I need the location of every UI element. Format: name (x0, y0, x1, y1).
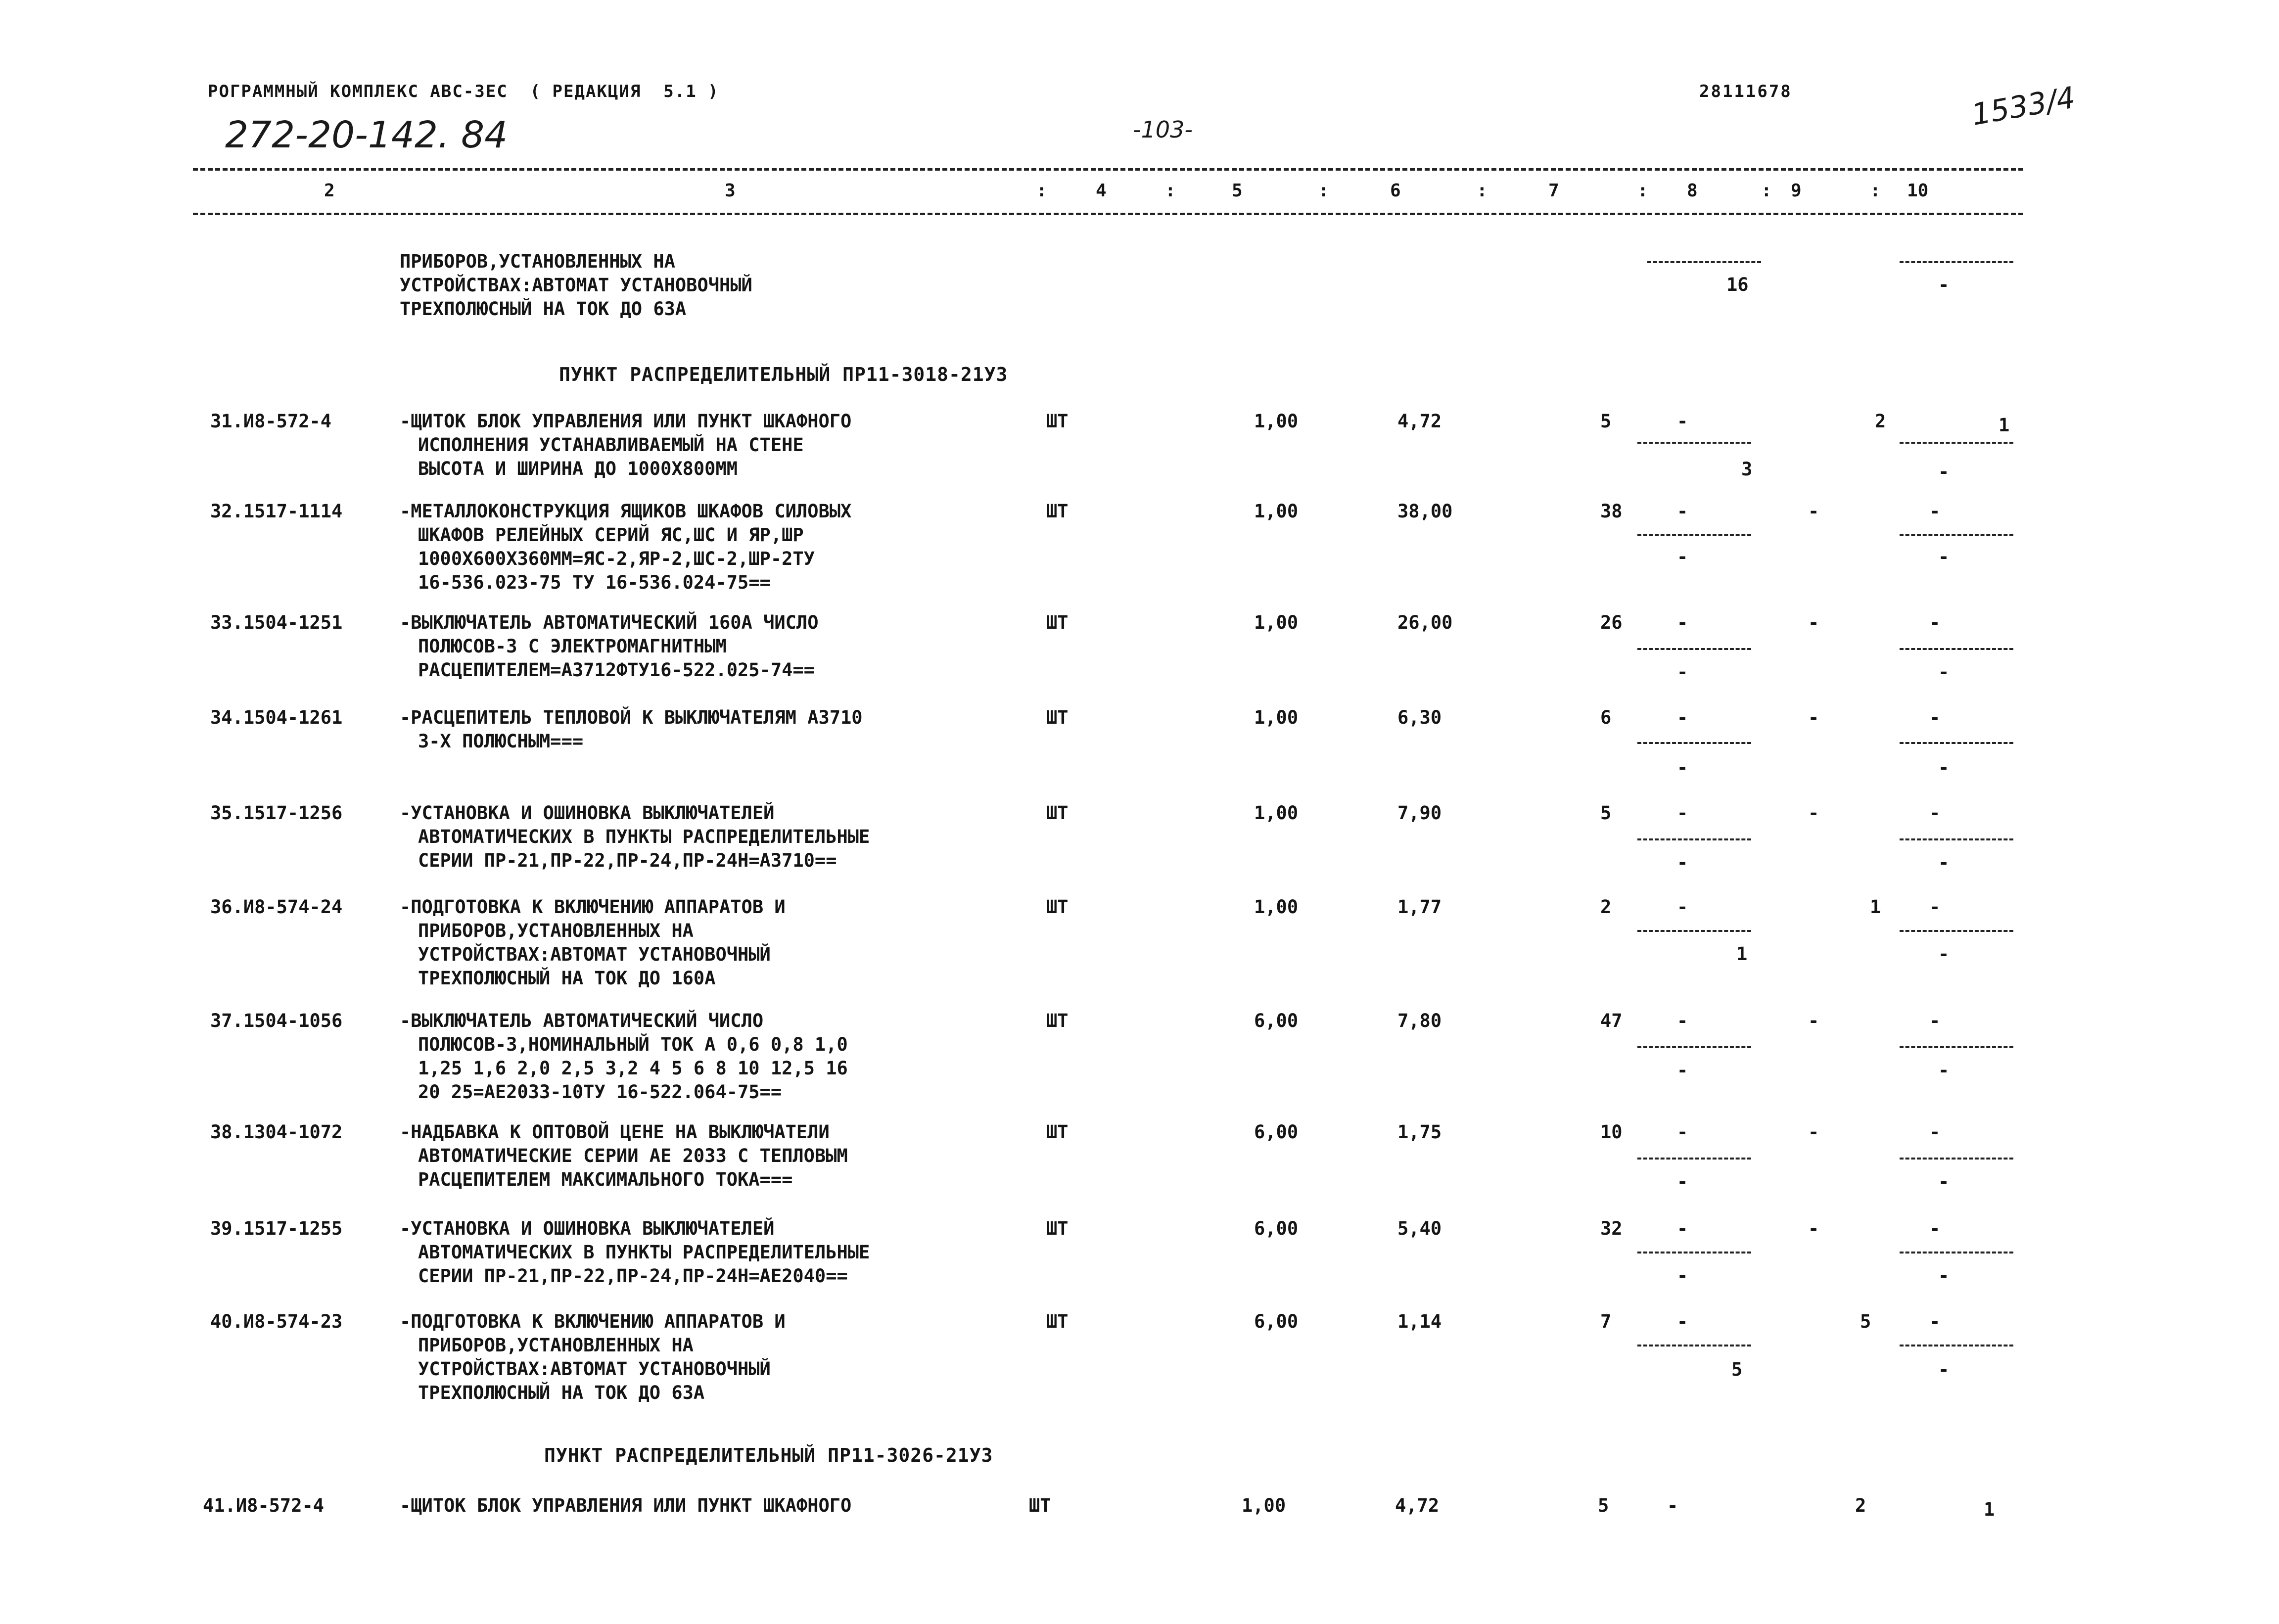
row-col9: - (1808, 1218, 1819, 1239)
row-qty: 1,00 (1254, 612, 1299, 633)
row-col10-top: - (1929, 896, 1941, 918)
fraction-line (1900, 442, 2013, 444)
fraction-line (1900, 1046, 2013, 1048)
row-qty: 6,00 (1254, 1218, 1299, 1239)
row-col9: 1 (1870, 896, 1881, 918)
name-line: -НАДБАВКА К ОПТОВОЙ ЦЕНЕ НА ВЫКЛЮЧАТЕЛИ (400, 1121, 830, 1143)
row-name (400, 1217, 870, 1288)
row-code: 40.И8-574-23 (210, 1311, 343, 1332)
row-unit: ШТ (1046, 411, 1069, 432)
row-col8-bottom: 1 (1736, 943, 1748, 965)
row-col7: 2 (1600, 896, 1612, 918)
row-col8-top: - (1677, 1121, 1688, 1143)
fraction-line (1637, 648, 1751, 650)
name-line: УСТРОЙСТВАХ:АВТОМАТ УСТАНОВОЧНЫЙ (418, 1358, 771, 1380)
row-col10-bottom: - (1938, 943, 1950, 965)
row-code: 34.1504-1261 (210, 707, 343, 728)
row-name (400, 611, 818, 682)
name-line: -МЕТАЛЛОКОНСТРУКЦИЯ ЯЩИКОВ ШКАФОВ СИЛОВЫХ (400, 501, 852, 522)
col-separator: : (1477, 181, 1488, 201)
row-col10-top: - (1929, 707, 1941, 728)
row-col8-top: - (1677, 612, 1688, 633)
row-col10-bottom: - (1938, 1171, 1950, 1192)
row-col10-top: 1 (1984, 1499, 1995, 1520)
col-separator: : (1761, 181, 1772, 201)
row-code: 36.И8-574-24 (210, 896, 343, 918)
row-price: 26,00 (1397, 612, 1453, 633)
row-price: 7,90 (1397, 802, 1442, 824)
row-code: 35.1517-1256 (210, 802, 343, 824)
row-col7: 38 (1600, 501, 1623, 522)
row-name (400, 410, 851, 481)
row-col10-bottom: - (1938, 661, 1950, 683)
row-price: 1,77 (1397, 896, 1442, 918)
row-name (400, 1120, 848, 1192)
name-line: ТРЕХПОЛЮСНЫЙ НА ТОК ДО 63А (400, 298, 687, 320)
fraction-line (1900, 261, 2013, 263)
name-line: 1000Х600Х360ММ=ЯС-2,ЯР-2,ШС-2,ШР-2ТУ (418, 548, 815, 569)
fraction-line (1637, 742, 1751, 744)
row-price: 4,72 (1395, 1495, 1440, 1516)
row-col10-bottom: - (1938, 757, 1950, 778)
program-header: РОГРАММНЫЙ КОМПЛЕКС АВС-3ЕС ( РЕДАКЦИЯ 5.1 ) (208, 82, 719, 101)
name-line: АВТОМАТИЧЕСКИХ В ПУНКТЫ РАСПРЕДЕЛИТЕЛЬНЫЕ (418, 826, 870, 847)
fraction-line (1900, 1252, 2013, 1253)
row-col9: 5 (1860, 1311, 1871, 1332)
top-rule (193, 168, 2023, 171)
name-line: -ВЫКЛЮЧАТЕЛЬ АВТОМАТИЧЕСКИЙ ЧИСЛО (400, 1010, 764, 1031)
col-header-6: 6 (1390, 181, 1401, 201)
continuation-col10: - (1938, 274, 1950, 295)
row-col9: - (1808, 1121, 1819, 1143)
row-col8-top: - (1677, 1218, 1688, 1239)
row-qty: 1,00 (1254, 896, 1299, 918)
header-bottom-rule (193, 213, 2023, 215)
row-code: 38.1304-1072 (210, 1121, 343, 1143)
row-col10-bottom: - (1938, 1265, 1950, 1286)
row-col8-top: - (1677, 802, 1688, 824)
row-col8-bottom: - (1677, 1265, 1688, 1286)
row-unit: ШТ (1046, 1010, 1069, 1031)
row-col8-bottom: - (1677, 1171, 1688, 1192)
fraction-line (1900, 1345, 2013, 1346)
document-code: 28111678 (1699, 82, 1792, 101)
row-price: 38,00 (1397, 501, 1453, 522)
section-header: ПУНКТ РАСПРЕДЕЛИТЕЛЬНЫЙ ПР11-3026-21У3 (544, 1444, 993, 1466)
row-price: 4,72 (1397, 411, 1442, 432)
name-line: РАСЦЕПИТЕЛЕМ МАКСИМАЛЬНОГО ТОКА=== (418, 1169, 793, 1190)
row-col10-bottom: - (1938, 546, 1950, 567)
row-col10-bottom: - (1938, 1359, 1950, 1380)
row-code: 37.1504-1056 (210, 1010, 343, 1031)
name-line: ПРИБОРОВ,УСТАНОВЛЕННЫХ НА (418, 1335, 694, 1356)
col-header-4: 4 (1096, 181, 1107, 201)
fraction-line (1637, 930, 1751, 932)
sheet-number: 1533/4 (1969, 80, 2078, 133)
row-qty: 6,00 (1254, 1311, 1299, 1332)
row-col9: - (1808, 1010, 1819, 1031)
row-col8-bottom: - (1677, 852, 1688, 873)
name-line: ИСПОЛНЕНИЯ УСТАНАВЛИВАЕМЫЙ НА СТЕНЕ (418, 434, 804, 456)
row-col7: 5 (1598, 1495, 1609, 1516)
row-col10-top: - (1929, 612, 1941, 633)
name-line: ПРИБОРОВ,УСТАНОВЛЕННЫХ НА (418, 920, 694, 941)
row-col7: 5 (1600, 802, 1612, 824)
row-qty: 1,00 (1242, 1495, 1286, 1516)
row-qty: 1,00 (1254, 501, 1299, 522)
row-col8-bottom: - (1677, 546, 1688, 567)
row-code: 31.И8-572-4 (210, 411, 332, 432)
row-col9: - (1808, 707, 1819, 728)
row-col8-top: - (1677, 707, 1688, 728)
col-header-3: 3 (725, 181, 736, 201)
fraction-line (1637, 442, 1751, 444)
name-line: ПОЛЮСОВ-3,НОМИНАЛЬНЫЙ ТОК А 0,6 0,8 1,0 (418, 1034, 848, 1055)
name-line: -ПОДГОТОВКА К ВКЛЮЧЕНИЮ АППАРАТОВ И (400, 1311, 786, 1332)
row-qty: 6,00 (1254, 1121, 1299, 1143)
row-name (400, 500, 851, 595)
row-col9: 2 (1875, 411, 1886, 432)
row-unit: ШТ (1046, 501, 1069, 522)
name-line: -ЩИТОК БЛОК УПРАВЛЕНИЯ ИЛИ ПУНКТ ШКАФНОГО (400, 1495, 852, 1516)
row-unit: ШТ (1046, 612, 1069, 633)
continuation-name (400, 250, 752, 321)
name-line: СЕРИИ ПР-21,ПР-22,ПР-24,ПР-24Н=А3710== (418, 850, 837, 871)
row-qty: 1,00 (1254, 802, 1299, 824)
fraction-line (1637, 534, 1751, 536)
row-unit: ШТ (1046, 1311, 1069, 1332)
row-col10-top: - (1929, 501, 1941, 522)
col-header-9: 9 (1791, 181, 1802, 201)
name-line: -ВЫКЛЮЧАТЕЛЬ АВТОМАТИЧЕСКИЙ 160А ЧИСЛО (400, 612, 819, 633)
row-code: 39.1517-1255 (210, 1218, 343, 1239)
document-number: 272-20-142. 84 (225, 114, 508, 156)
row-col8-top: - (1667, 1495, 1678, 1516)
row-price: 6,30 (1397, 707, 1442, 728)
row-col10-top: - (1929, 1010, 1941, 1031)
fraction-line (1900, 930, 2013, 932)
row-col10-top: - (1929, 1311, 1941, 1332)
row-col7: 5 (1600, 411, 1612, 432)
col-separator: : (1870, 181, 1881, 201)
row-col7: 26 (1600, 612, 1623, 633)
row-unit: ШТ (1046, 1218, 1069, 1239)
name-line: 20 25=АЕ2033-10ТУ 16-522.064-75== (418, 1081, 782, 1103)
row-col7: 6 (1600, 707, 1612, 728)
col-header-7: 7 (1548, 181, 1559, 201)
row-col8-bottom: - (1677, 757, 1688, 778)
row-col8-bottom: 3 (1741, 459, 1753, 480)
row-price: 1,75 (1397, 1121, 1442, 1143)
row-unit: ШТ (1029, 1495, 1051, 1516)
row-name (400, 1009, 848, 1104)
name-line: -ПОДГОТОВКА К ВКЛЮЧЕНИЮ АППАРАТОВ И (400, 896, 786, 918)
fraction-line (1900, 648, 2013, 650)
name-line: УСТРОЙСТВАХ:АВТОМАТ УСТАНОВОЧНЫЙ (418, 944, 771, 965)
name-line: РАСЦЕПИТЕЛЕМ=А3712ФТУ16-522.025-74== (418, 659, 815, 681)
fraction-line (1637, 1345, 1751, 1346)
fraction-line (1637, 1158, 1751, 1160)
name-line: 3-Х ПОЛЮСНЫМ=== (418, 731, 584, 752)
col-header-5: 5 (1232, 181, 1243, 201)
row-col9: - (1808, 802, 1819, 824)
name-line: 16-536.023-75 ТУ 16-536.024-75== (418, 572, 771, 593)
row-unit: ШТ (1046, 896, 1069, 918)
row-col8-top: - (1677, 1010, 1688, 1031)
row-col8-top: - (1677, 896, 1688, 918)
row-col10-top: - (1929, 1121, 1941, 1143)
row-col10-top: - (1929, 802, 1941, 824)
row-unit: ШТ (1046, 802, 1069, 824)
fraction-line (1900, 742, 2013, 744)
fraction-line (1637, 838, 1751, 840)
name-line: УСТРОЙСТВАХ:АВТОМАТ УСТАНОВОЧНЫЙ (400, 275, 752, 296)
col-separator: : (1637, 181, 1648, 201)
row-col8-bottom: 5 (1731, 1359, 1743, 1380)
fraction-line (1637, 1252, 1751, 1253)
row-code: 32.1517-1114 (210, 501, 343, 522)
name-line: ПРИБОРОВ,УСТАНОВЛЕННЫХ НА (400, 251, 675, 272)
fraction-line (1900, 534, 2013, 536)
fraction-line (1900, 1158, 2013, 1160)
row-col8-top: - (1677, 501, 1688, 522)
row-col8-top: - (1677, 411, 1688, 432)
row-qty: 1,00 (1254, 411, 1299, 432)
name-line: ШКАФОВ РЕЛЕЙНЫХ СЕРИЙ ЯС,ШС И ЯР,ШР (418, 524, 804, 546)
row-col7: 10 (1600, 1121, 1623, 1143)
row-col7: 32 (1600, 1218, 1623, 1239)
row-col9: - (1808, 612, 1819, 633)
col-separator: : (1318, 181, 1329, 201)
col-header-2: 2 (324, 181, 335, 201)
name-line: ПОЛЮСОВ-3 С ЭЛЕКТРОМАГНИТНЫМ (418, 636, 727, 657)
row-unit: ШТ (1046, 1121, 1069, 1143)
row-name (400, 801, 870, 873)
continuation-col8: 16 (1726, 274, 1749, 295)
row-col7: 47 (1600, 1010, 1623, 1031)
row-col10-bottom: - (1938, 461, 1950, 482)
name-line: СЕРИИ ПР-21,ПР-22,ПР-24,ПР-24Н=АЕ2040== (418, 1265, 848, 1287)
fraction-line (1637, 1046, 1751, 1048)
row-col7: 7 (1600, 1311, 1612, 1332)
row-name (400, 1310, 786, 1405)
col-header-8: 8 (1687, 181, 1698, 201)
col-separator: : (1036, 181, 1047, 201)
row-col8-bottom: - (1677, 661, 1688, 683)
section-header: ПУНКТ РАСПРЕДЕЛИТЕЛЬНЫЙ ПР11-3018-21У3 (559, 364, 1008, 385)
row-qty: 6,00 (1254, 1010, 1299, 1031)
fraction-line (1647, 261, 1761, 263)
row-code: 41.И8-572-4 (203, 1495, 325, 1516)
name-line: ТРЕХПОЛЮСНЫЙ НА ТОК ДО 160А (418, 968, 716, 989)
col-header-10: 10 (1907, 181, 1929, 201)
name-line: -УСТАНОВКА И ОШИНОВКА ВЫКЛЮЧАТЕЛЕЙ (400, 1218, 775, 1239)
row-col10-bottom: - (1938, 852, 1950, 873)
row-qty: 1,00 (1254, 707, 1299, 728)
row-price: 7,80 (1397, 1010, 1442, 1031)
name-line: -ЩИТОК БЛОК УПРАВЛЕНИЯ ИЛИ ПУНКТ ШКАФНОГО (400, 411, 852, 432)
page-number: -103- (1133, 116, 1193, 143)
name-line: -РАСЦЕПИТЕЛЬ ТЕПЛОВОЙ К ВЫКЛЮЧАТЕЛЯМ А3710 (400, 707, 863, 728)
row-name (400, 895, 786, 990)
row-name (400, 1494, 851, 1518)
row-col9: - (1808, 501, 1819, 522)
row-price: 1,14 (1397, 1311, 1442, 1332)
row-name (400, 706, 863, 753)
row-col9: 2 (1855, 1495, 1866, 1516)
row-col8-top: - (1677, 1311, 1688, 1332)
name-line: ТРЕХПОЛЮСНЫЙ НА ТОК ДО 63А (418, 1382, 705, 1403)
row-col10-top: 1 (1999, 415, 2010, 436)
col-separator: : (1165, 181, 1176, 201)
name-line: АВТОМАТИЧЕСКИХ В ПУНКТЫ РАСПРЕДЕЛИТЕЛЬНЫЕ (418, 1242, 870, 1263)
row-unit: ШТ (1046, 707, 1069, 728)
row-col8-bottom: - (1677, 1060, 1688, 1081)
row-col10-bottom: - (1938, 1060, 1950, 1081)
row-price: 5,40 (1397, 1218, 1442, 1239)
name-line: АВТОМАТИЧЕСКИЕ СЕРИИ АЕ 2033 С ТЕПЛОВЫМ (418, 1145, 848, 1166)
name-line: ВЫСОТА И ШИРИНА ДО 1000Х800ММ (418, 458, 738, 479)
row-col10-top: - (1929, 1218, 1941, 1239)
row-code: 33.1504-1251 (210, 612, 343, 633)
name-line: -УСТАНОВКА И ОШИНОВКА ВЫКЛЮЧАТЕЛЕЙ (400, 802, 775, 824)
name-line: 1,25 1,6 2,0 2,5 3,2 4 5 6 8 10 12,5 16 (418, 1058, 848, 1079)
fraction-line (1900, 838, 2013, 840)
